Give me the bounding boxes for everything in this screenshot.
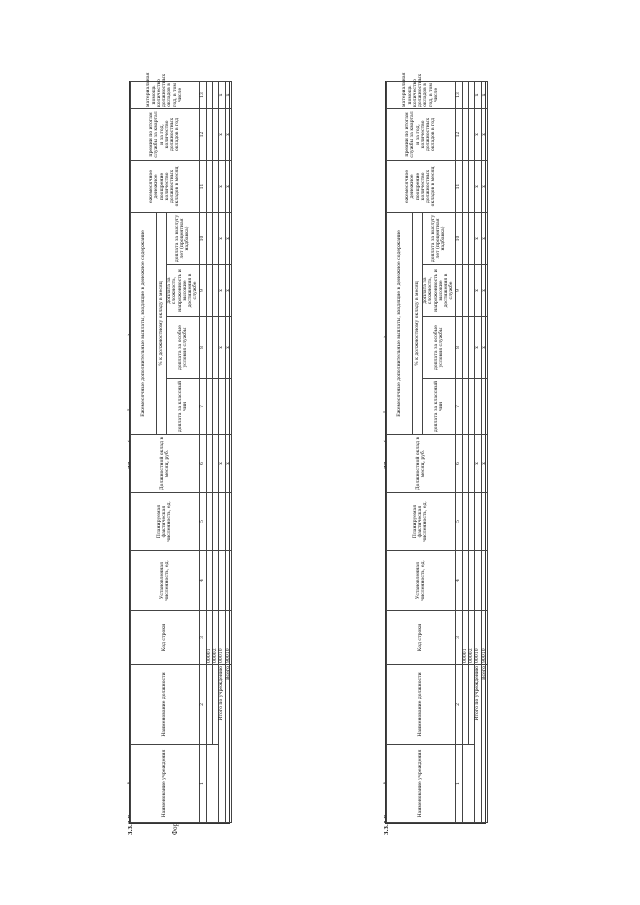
header-annual-bonus: премии по итогам службы за квартал и за год, количество должностных окладов в год (387, 108, 456, 160)
total-cell-complexity: x (219, 265, 225, 317)
header-established-count: Установленная численность, ед. (387, 551, 456, 611)
total-cell-seniority: x (475, 212, 481, 264)
column-number: 1 (455, 745, 462, 823)
column-number: 6 (455, 435, 462, 493)
total-row-code: 00010 (475, 611, 481, 665)
row-code-cell: 00002 (468, 611, 474, 665)
column-number: 5 (455, 493, 462, 551)
column-number: 13 (199, 81, 206, 108)
header-complexity: доплата за сложность, напряженность и высокие достижения в службе (423, 265, 456, 317)
header-bonus-monthly: ежемесячное денежное поощрение количество должностных окладов в месяц (387, 160, 456, 212)
column-number: 11 (199, 160, 206, 212)
row-code-cell: 00001 (206, 611, 212, 665)
grand-total-cell-annual_bonus: x (481, 108, 487, 160)
grand-total-cell-special_conditions: x (481, 317, 487, 379)
header-institution: Наименование учреждения (131, 745, 200, 823)
total-cell-seniority: x (219, 212, 225, 264)
column-number: 6 (199, 435, 206, 493)
column-number: 12 (455, 108, 462, 160)
grand-total-cell-complexity: x (481, 265, 487, 317)
header-planned-actual-count: Планируемая фактическая численность, ед. (131, 493, 200, 551)
column-number: 3 (199, 611, 206, 665)
row-code-cell: 00001 (462, 611, 468, 665)
header-planned-actual-count: Планируемая фактическая численность, ед. (387, 493, 456, 551)
header-annual-bonus: премии по итогам службы за квартал и за год, количество должностных окладов в год (131, 108, 200, 160)
salary-structure-table (129, 72, 231, 824)
total-cell-bonus_monthly: x (219, 160, 225, 212)
header-salary: Должностной оклад в месяц, руб. (131, 435, 200, 493)
grand-total-cell-established_count (225, 551, 231, 611)
grand-total-cell-bonus_monthly: x (481, 160, 487, 212)
row-code-cell: 00002 (212, 611, 218, 665)
institution-name-cell (462, 745, 475, 823)
column-number: 10 (199, 212, 206, 264)
salary-structure-table (385, 72, 487, 824)
total-cell-special_conditions: x (219, 317, 225, 379)
total-cell-complexity: x (475, 265, 481, 317)
grand-total-cell-planned_actual_count (225, 493, 231, 551)
grand-total-label: Всего (225, 665, 231, 823)
column-number: 10 (455, 212, 462, 264)
total-label: Итого по учреждению (219, 665, 225, 823)
grand-total-cell-annual_bonus: x (225, 108, 231, 160)
column-number: 12 (199, 108, 206, 160)
total-label: Итого по учреждению (475, 665, 481, 823)
grand-total-cell-special_conditions: x (225, 317, 231, 379)
grand-total-cell-class_rank (225, 379, 231, 435)
form-table (130, 72, 232, 823)
grand-total-cell-salary: x (481, 435, 487, 493)
column-number: 2 (199, 665, 206, 745)
column-number: 8 (199, 317, 206, 379)
total-cell-annual_bonus: x (475, 108, 481, 160)
header-institution: Наименование учреждения (387, 745, 456, 823)
column-number: 7 (455, 379, 462, 435)
institution-name-cell (206, 745, 219, 823)
total-cell-salary: x (475, 435, 481, 493)
header-salary: Должностной оклад в месяц, руб. (387, 435, 456, 493)
total-cell-material_aid: x (475, 81, 481, 108)
header-position: Наименование должности (131, 665, 200, 745)
total-cell-annual_bonus: x (219, 108, 225, 160)
header-seniority: доплата за выслугу лет (процентная надбавка) (167, 212, 200, 264)
total-row-code: 00010 (219, 611, 225, 665)
column-number: 4 (199, 551, 206, 611)
header-established-count: Установленная численность, ед. (131, 551, 200, 611)
grand-total-cell-bonus_monthly: x (225, 160, 231, 212)
column-number: 4 (455, 551, 462, 611)
header-seniority: доплата за выслугу лет (процентная надбавка) (423, 212, 456, 264)
header-monthly-group: Ежемесячные дополнительные выплаты, входящие в денежное содержание (387, 212, 413, 434)
column-number: 7 (199, 379, 206, 435)
grand-total-cell-material_aid: x (481, 81, 487, 108)
grand-total-row-code: 90010 (481, 611, 487, 665)
column-number: 13 (455, 81, 462, 108)
header-position: Наименование должности (387, 665, 456, 745)
header-class-rank: доплата за классный чин (167, 379, 200, 435)
total-cell-salary: x (219, 435, 225, 493)
column-number: 9 (199, 265, 206, 317)
header-special-conditions: доплата за особые условия службы (167, 317, 200, 379)
header-class-rank: доплата за классный чин (423, 379, 456, 435)
grand-total-cell-seniority: x (225, 212, 231, 264)
column-number: 5 (199, 493, 206, 551)
total-cell-special_conditions: x (475, 317, 481, 379)
column-number: 9 (455, 265, 462, 317)
header-material-aid: материальная помощь количество должностных окладов в год, в том числе (387, 81, 456, 108)
column-number: 8 (455, 317, 462, 379)
header-row-code: Код строки (131, 611, 200, 665)
header-special-conditions: доплата за особые условия службы (423, 317, 456, 379)
grand-total-cell-material_aid: x (225, 81, 231, 108)
header-material-aid: материальная помощь количество должностных окладов в год, в том числе (131, 81, 200, 108)
header-percent-subgroup: % к должностному окладу в месяц (157, 212, 167, 434)
column-number: 1 (199, 745, 206, 823)
column-number: 2 (455, 665, 462, 745)
grand-total-row-code: 90010 (225, 611, 231, 665)
header-complexity: доплата за сложность, напряженность и высокие достижения в службе (167, 265, 200, 317)
grand-total-cell-salary: x (225, 435, 231, 493)
grand-total-cell-established_count (481, 551, 487, 611)
form-table (386, 72, 488, 823)
header-monthly-group: Ежемесячные дополнительные выплаты, входящие в денежное содержание (131, 212, 157, 434)
header-percent-subgroup: % к должностному окладу в месяц (413, 212, 423, 434)
column-number: 11 (455, 160, 462, 212)
total-cell-material_aid: x (219, 81, 225, 108)
grand-total-cell-seniority: x (481, 212, 487, 264)
grand-total-cell-class_rank (481, 379, 487, 435)
header-row-code: Код строки (387, 611, 456, 665)
header-bonus-monthly: ежемесячное денежное поощрение количество должностных окладов в месяц (131, 160, 200, 212)
grand-total-label: Всего (481, 665, 487, 823)
grand-total-cell-complexity: x (225, 265, 231, 317)
grand-total-cell-planned_actual_count (481, 493, 487, 551)
total-cell-bonus_monthly: x (475, 160, 481, 212)
column-number: 3 (455, 611, 462, 665)
